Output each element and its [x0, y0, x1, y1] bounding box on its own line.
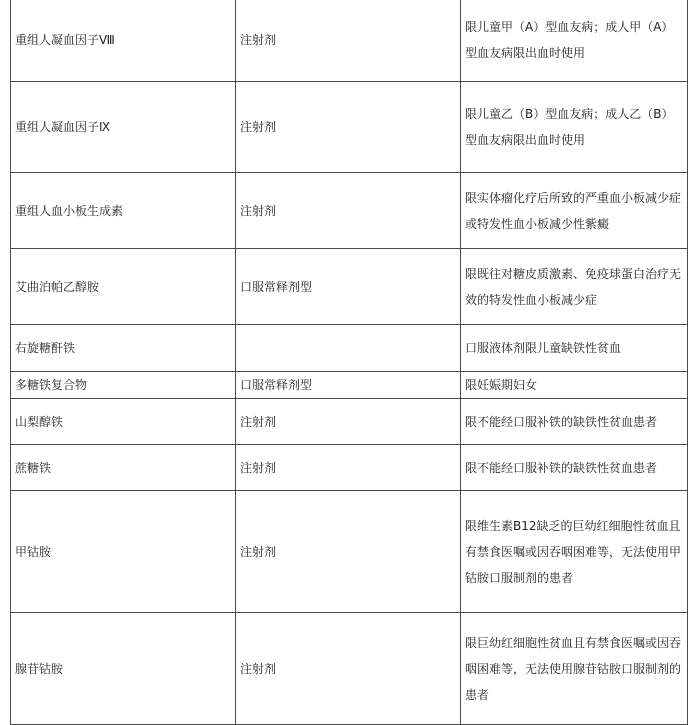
table-row [11, 82, 688, 173]
restriction-cell: 限实体瘤化疗后所致的严重血小板减少症或特发性血小板减少性紫癜 [461, 173, 688, 249]
drug-name-cell: 甲钴胺 [11, 491, 236, 613]
table-row [11, 613, 688, 725]
table-row [11, 445, 688, 491]
table-row [11, 399, 688, 445]
table-row [11, 0, 688, 82]
dosage-form-cell: 注射剂 [236, 613, 461, 725]
drug-name-cell: 重组人血小板生成素 [11, 173, 236, 249]
restriction-cell: 限妊娠期妇女 [461, 372, 688, 399]
dosage-form-cell: 口服常释剂型 [236, 249, 461, 325]
drug-name-cell: 艾曲泊帕乙醇胺 [11, 249, 236, 325]
table-row [11, 249, 688, 325]
dosage-form-cell: 注射剂 [236, 491, 461, 613]
drug-restriction-table [10, 0, 688, 725]
drug-name-cell: 右旋糖酐铁 [11, 325, 236, 372]
restriction-cell: 口服液体剂限儿童缺铁性贫血 [461, 325, 688, 372]
drug-name-cell: 蔗糖铁 [11, 445, 236, 491]
restriction-cell: 限巨幼红细胞性贫血且有禁食医嘱或因吞咽困难等，无法使用腺苷钴胺口服制剂的患者 [461, 613, 688, 725]
restriction-cell: 限不能经口服补铁的缺铁性贫血患者 [461, 399, 688, 445]
drug-name-cell: 腺苷钴胺 [11, 613, 236, 725]
dosage-form-cell: 注射剂 [236, 173, 461, 249]
dosage-form-cell: 注射剂 [236, 0, 461, 82]
table-row [11, 372, 688, 399]
restriction-cell: 限儿童甲（A）型血友病；成人甲（A）型血友病限出血时使用 [461, 0, 688, 82]
dosage-form-cell: 口服常释剂型 [236, 372, 461, 399]
drug-name-cell: 多糖铁复合物 [11, 372, 236, 399]
dosage-form-cell: 注射剂 [236, 445, 461, 491]
drug-name-cell: 重组人凝血因子Ⅷ [11, 0, 236, 82]
restriction-cell: 限既往对糖皮质激素、免疫球蛋白治疗无效的特发性血小板减少症 [461, 249, 688, 325]
restriction-cell: 限维生素B12缺乏的巨幼红细胞性贫血且有禁食医嘱或因吞咽困难等，无法使用甲钴胺口服制剂的患者 [461, 491, 688, 613]
table-row [11, 325, 688, 372]
table-row [11, 173, 688, 249]
dosage-form-cell: 注射剂 [236, 82, 461, 173]
drug-name-cell: 山梨醇铁 [11, 399, 236, 445]
dosage-form-cell [236, 325, 461, 372]
table-row [11, 491, 688, 613]
restriction-cell: 限不能经口服补铁的缺铁性贫血患者 [461, 445, 688, 491]
restriction-cell: 限儿童乙（B）型血友病；成人乙（B）型血友病限出血时使用 [461, 82, 688, 173]
dosage-form-cell: 注射剂 [236, 399, 461, 445]
drug-name-cell: 重组人凝血因子Ⅸ [11, 82, 236, 173]
